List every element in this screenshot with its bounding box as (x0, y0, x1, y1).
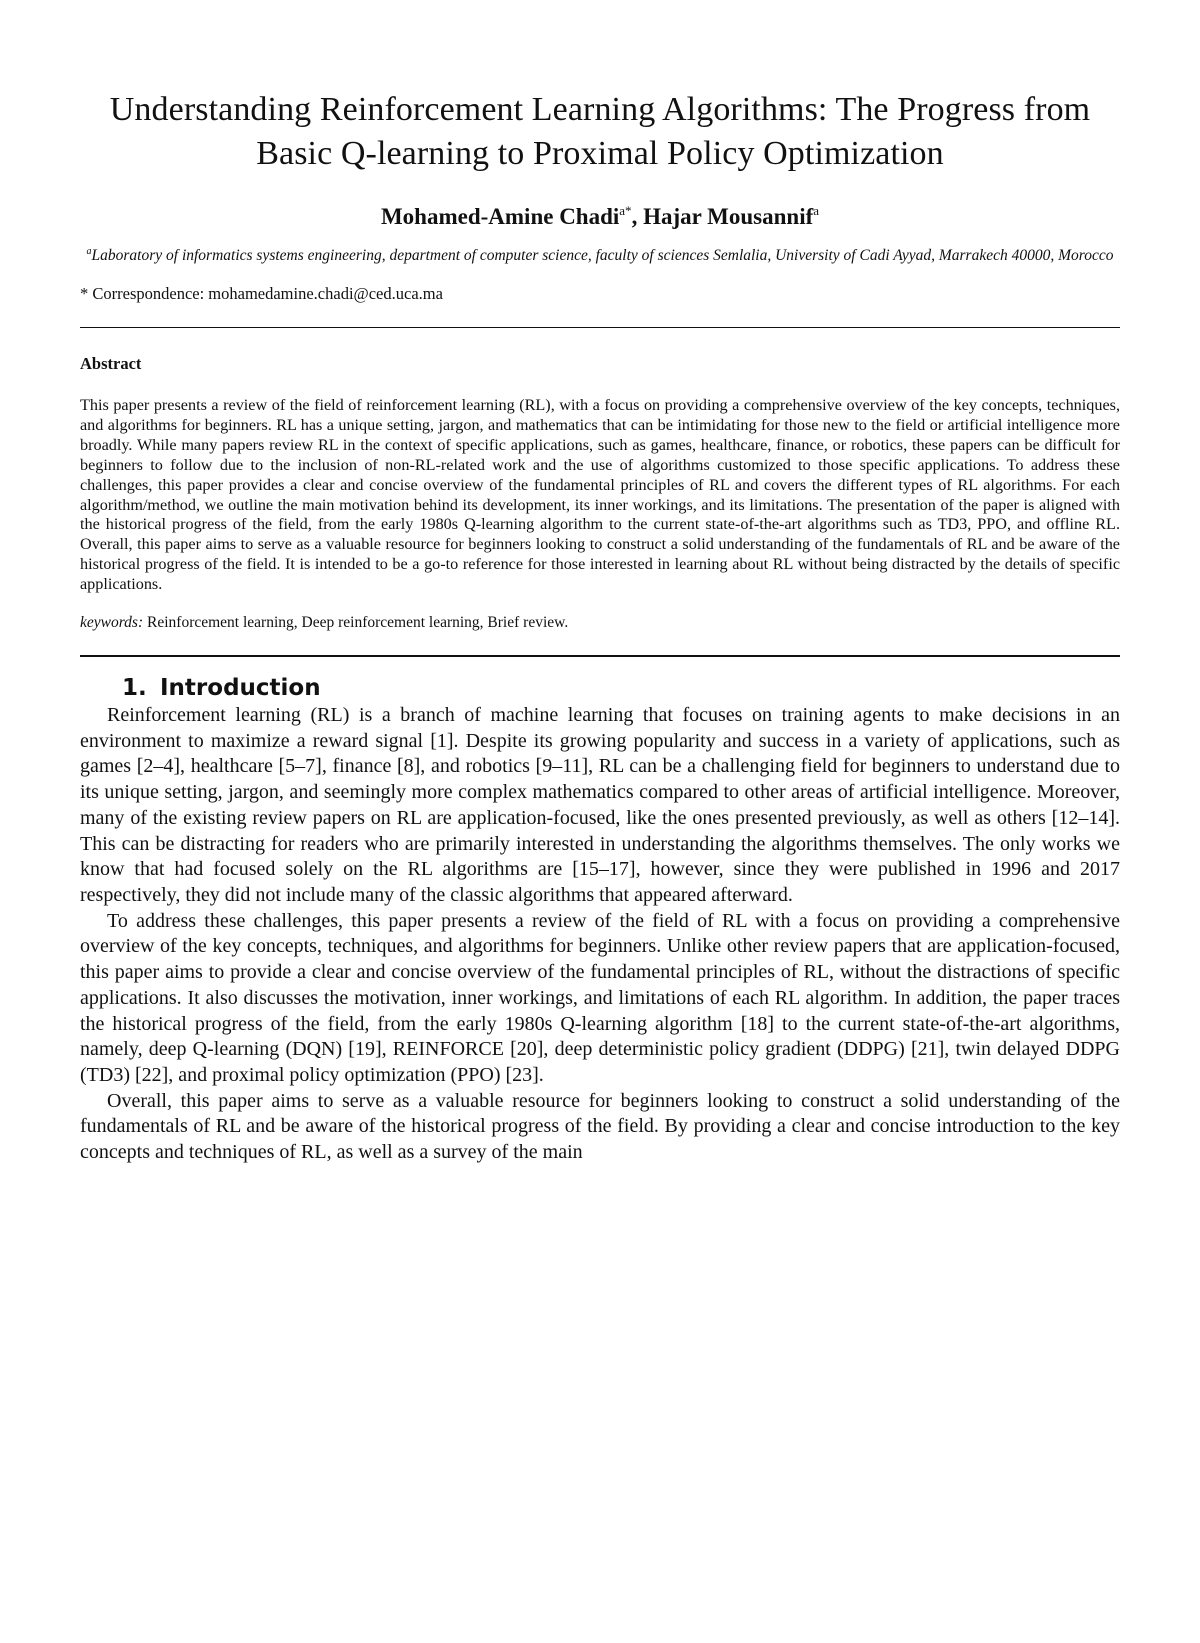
author-marker: a* (619, 203, 632, 218)
affiliation-marker: a (86, 246, 92, 257)
abstract-heading: Abstract (80, 354, 142, 373)
paper-title: Understanding Reinforcement Learning Algorithms: The Progress from Basic Q-learning to Proximal Policy Optimization (109, 91, 1091, 172)
keywords-label: keywords: (80, 614, 144, 632)
keywords-text: Reinforcement learning, Deep reinforcement learning, Brief review. (143, 614, 569, 632)
section-heading (80, 673, 1120, 703)
body-paragraph: To address these challenges, this paper presents a review of the field of RL with a focus on providing a comprehensive overview of the key concepts, techniques, and algorithms for beginners. Unlike other review papers that are application-focused, this paper aims to provide a clear and concise overview of the fundamental principles of RL, without the distractions of specific applications. It also discusses the motivation, inner workings, and limitations of each RL algorithm. In addition, the paper traces the historical progress of the field, from the early 1980s Q-learning algorithm [18] to the current state-of-the-art algorithms, namely, deep Q-learning (DQN) [19], REINFORCE [20], deep deterministic policy gradient (DDPG) [21], twin delayed DDPG (TD3) [22], and proximal policy optimization (PPO) [23]. (80, 909, 1120, 1086)
divider (80, 327, 1120, 328)
author-marker: a (813, 203, 820, 218)
paper-page (80, 88, 1120, 1166)
body-paragraph: Overall, this paper aims to serve as a valuable resource for beginners looking to construct a solid understanding of the fundamentals of RL and be aware of the historical progress of the field. By providing a clear and concise introduction to the key concepts and techniques of RL, as well as a survey of the main (80, 1089, 1120, 1164)
affiliation (80, 244, 1120, 267)
author-list (80, 202, 1120, 232)
abstract-text: This paper presents a review of the field of reinforcement learning (RL), with a focus on providing a comprehensive overview of the key concepts, techniques, and algorithms for beginners. RL has a unique setting, jargon, and mathematics that can be intimidating for those new to the field or artificial intelligence more broadly. While many papers review RL in the context of specific applications, such as games, healthcare, finance, or robotics, these papers can be difficult for beginners to follow due to the inclusion of non-RL-related work and the use of algorithms customized to those specific applications. To address these challenges, this paper provides a clear and concise overview of the fundamental principles of RL and covers the different types of RL algorithms. For each algorithm/method, we outline the main motivation behind its development, its inner workings, and its limitations. The presentation of the paper is aligned with the historical progress of the field, from the early 1980s Q-learning algorithm to the current state-of-the-art algorithms such as TD3, PPO, and offline RL. Overall, this paper aims to serve as a valuable resource for beginners looking to construct a solid understanding of the fundamentals of RL and be aware of the historical progress of the field. It is intended to be a go-to reference for those interested in learning about RL without being distracted by the details of specific applications. (80, 396, 1120, 594)
section-number: 1. (122, 675, 147, 702)
section-title: Introduction (160, 675, 321, 702)
keywords (80, 613, 1120, 633)
author-name: Mohamed-Amine Chadi (380, 204, 620, 229)
author-name: Hajar Mousannif (643, 204, 814, 229)
correspondence: * Correspondence: mohamedamine.chadi@ced.uca.ma (80, 284, 443, 303)
body-paragraph: Reinforcement learning (RL) is a branch of machine learning that focuses on training agents to make decisions in an environment to maximize a reward signal [1]. Despite its growing popularity and success in a variety of applications, such as games [2–4], healthcare [5–7], finance [8], and robotics [9–11], RL can be a challenging field for beginners to understand due to its unique setting, jargon, and seemingly more complex mathematics compared to other areas of artificial intelligence. Moreover, many of the existing review papers on RL are application-focused, like the ones presented previously, as well as others [12–14]. This can be distracting for readers who are primarily interested in understanding the algorithms themselves. The only works we know that had focused solely on the RL algorithms are [15–17], however, since they were published in 1996 and 2017 respectively, they did not include many of the classic algorithms that appeared afterward. (80, 704, 1120, 906)
divider (80, 655, 1120, 657)
affiliation-text: Laboratory of informatics systems engineering, department of computer science, faculty of sciences Semlalia, University of Cadi Ayyad, Marrakech 40000, Morocco (91, 247, 1114, 264)
author-separator: , (631, 204, 644, 229)
